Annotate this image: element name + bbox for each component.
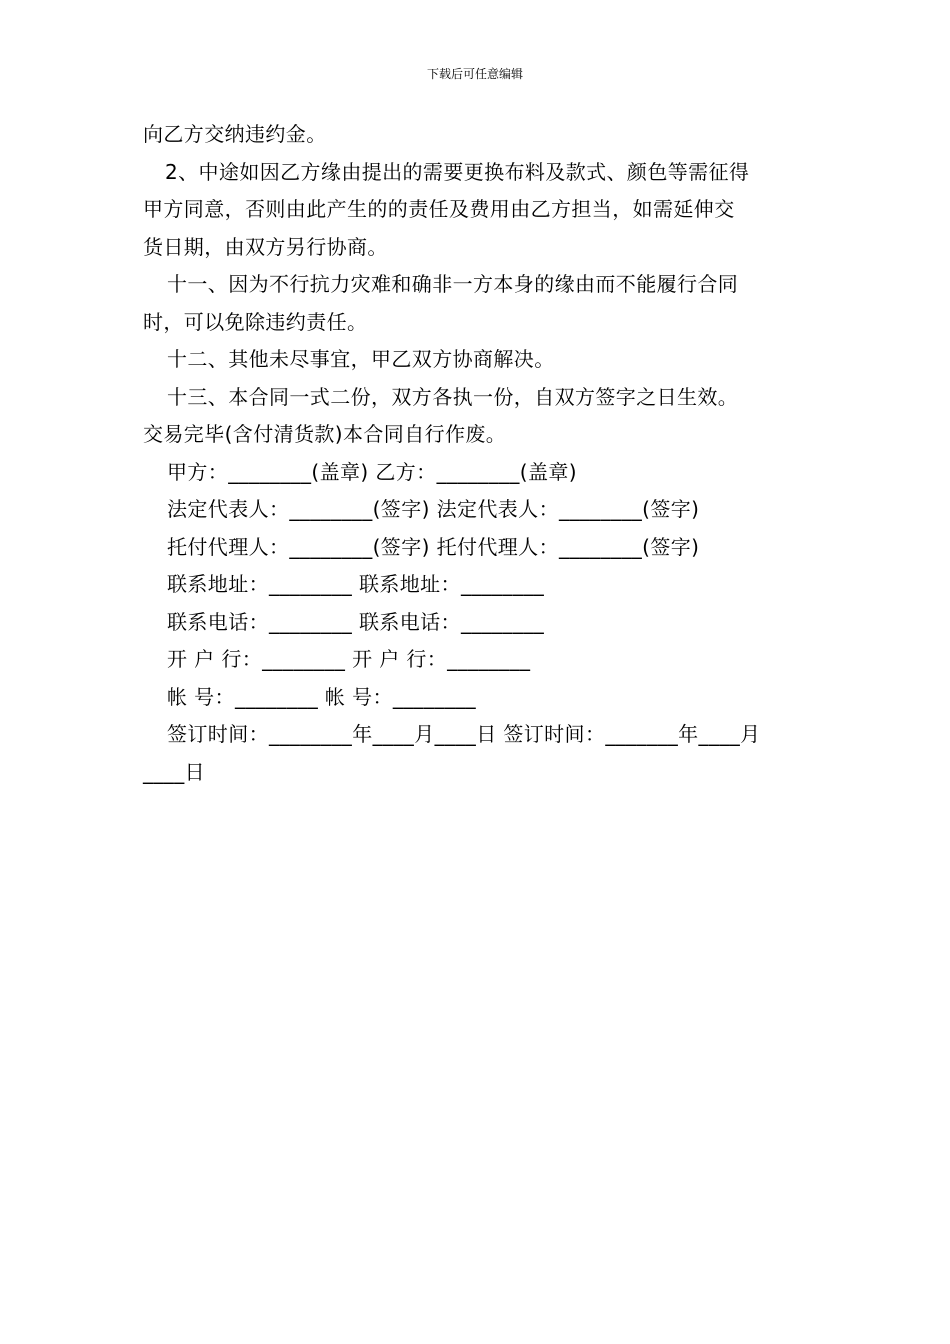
signature-agent-row: 托付代理人：________(签字) 托付代理人：________(签字) [167,534,700,559]
clause-2-line-3: 货日期，由双方另行协商。 [143,234,388,259]
clause-11-line-1: 十一、因为不行抗力灾难和确非一方本身的缘由而不能履行合同 [167,272,739,296]
sign-date-row-end: ____日 [143,759,205,784]
account-row: 帐 号：________ 帐 号：________ [167,684,477,709]
clause-11-line-2: 时，可以免除违约责任。 [143,309,368,334]
clause-2-line-1: 2、中途如因乙方缘由提出的需要更换布料及款式、颜色等需征得 [165,159,750,184]
clause-13-line-1: 十三、本合同一式二份，双方各执一份，自双方签字之日生效。 [167,384,739,409]
bank-row: 开 户 行：________ 开 户 行：________ [167,647,531,671]
clause-12: 十二、其他未尽事宜，甲乙双方协商解决。 [167,347,555,371]
clause-2-line-2: 甲方同意，否则由此产生的的责任及费用由乙方担当，如需延伸交 [143,197,735,221]
document-body [143,116,807,791]
signature-party-row: 甲方：________(盖章) 乙方：________(盖章) [167,459,577,484]
contact-address-row: 联系地址：________ 联系地址：________ [167,572,545,596]
sign-date-row: 签订时间：________年____月____日 签订时间：_______年____月 [167,722,761,746]
text-line-penalty-end: 向乙方交纳违约金。 [143,122,327,146]
clause-13-line-2: 交易完毕(含付清货款)本合同自行作废。 [143,422,507,446]
signature-legal-rep-row: 法定代表人：________(签字) 法定代表人：________(签字) [167,497,700,521]
page-header-note: 下载后可任意编辑 [426,67,523,81]
contact-phone-row: 联系电话：________ 联系电话：________ [167,609,545,634]
